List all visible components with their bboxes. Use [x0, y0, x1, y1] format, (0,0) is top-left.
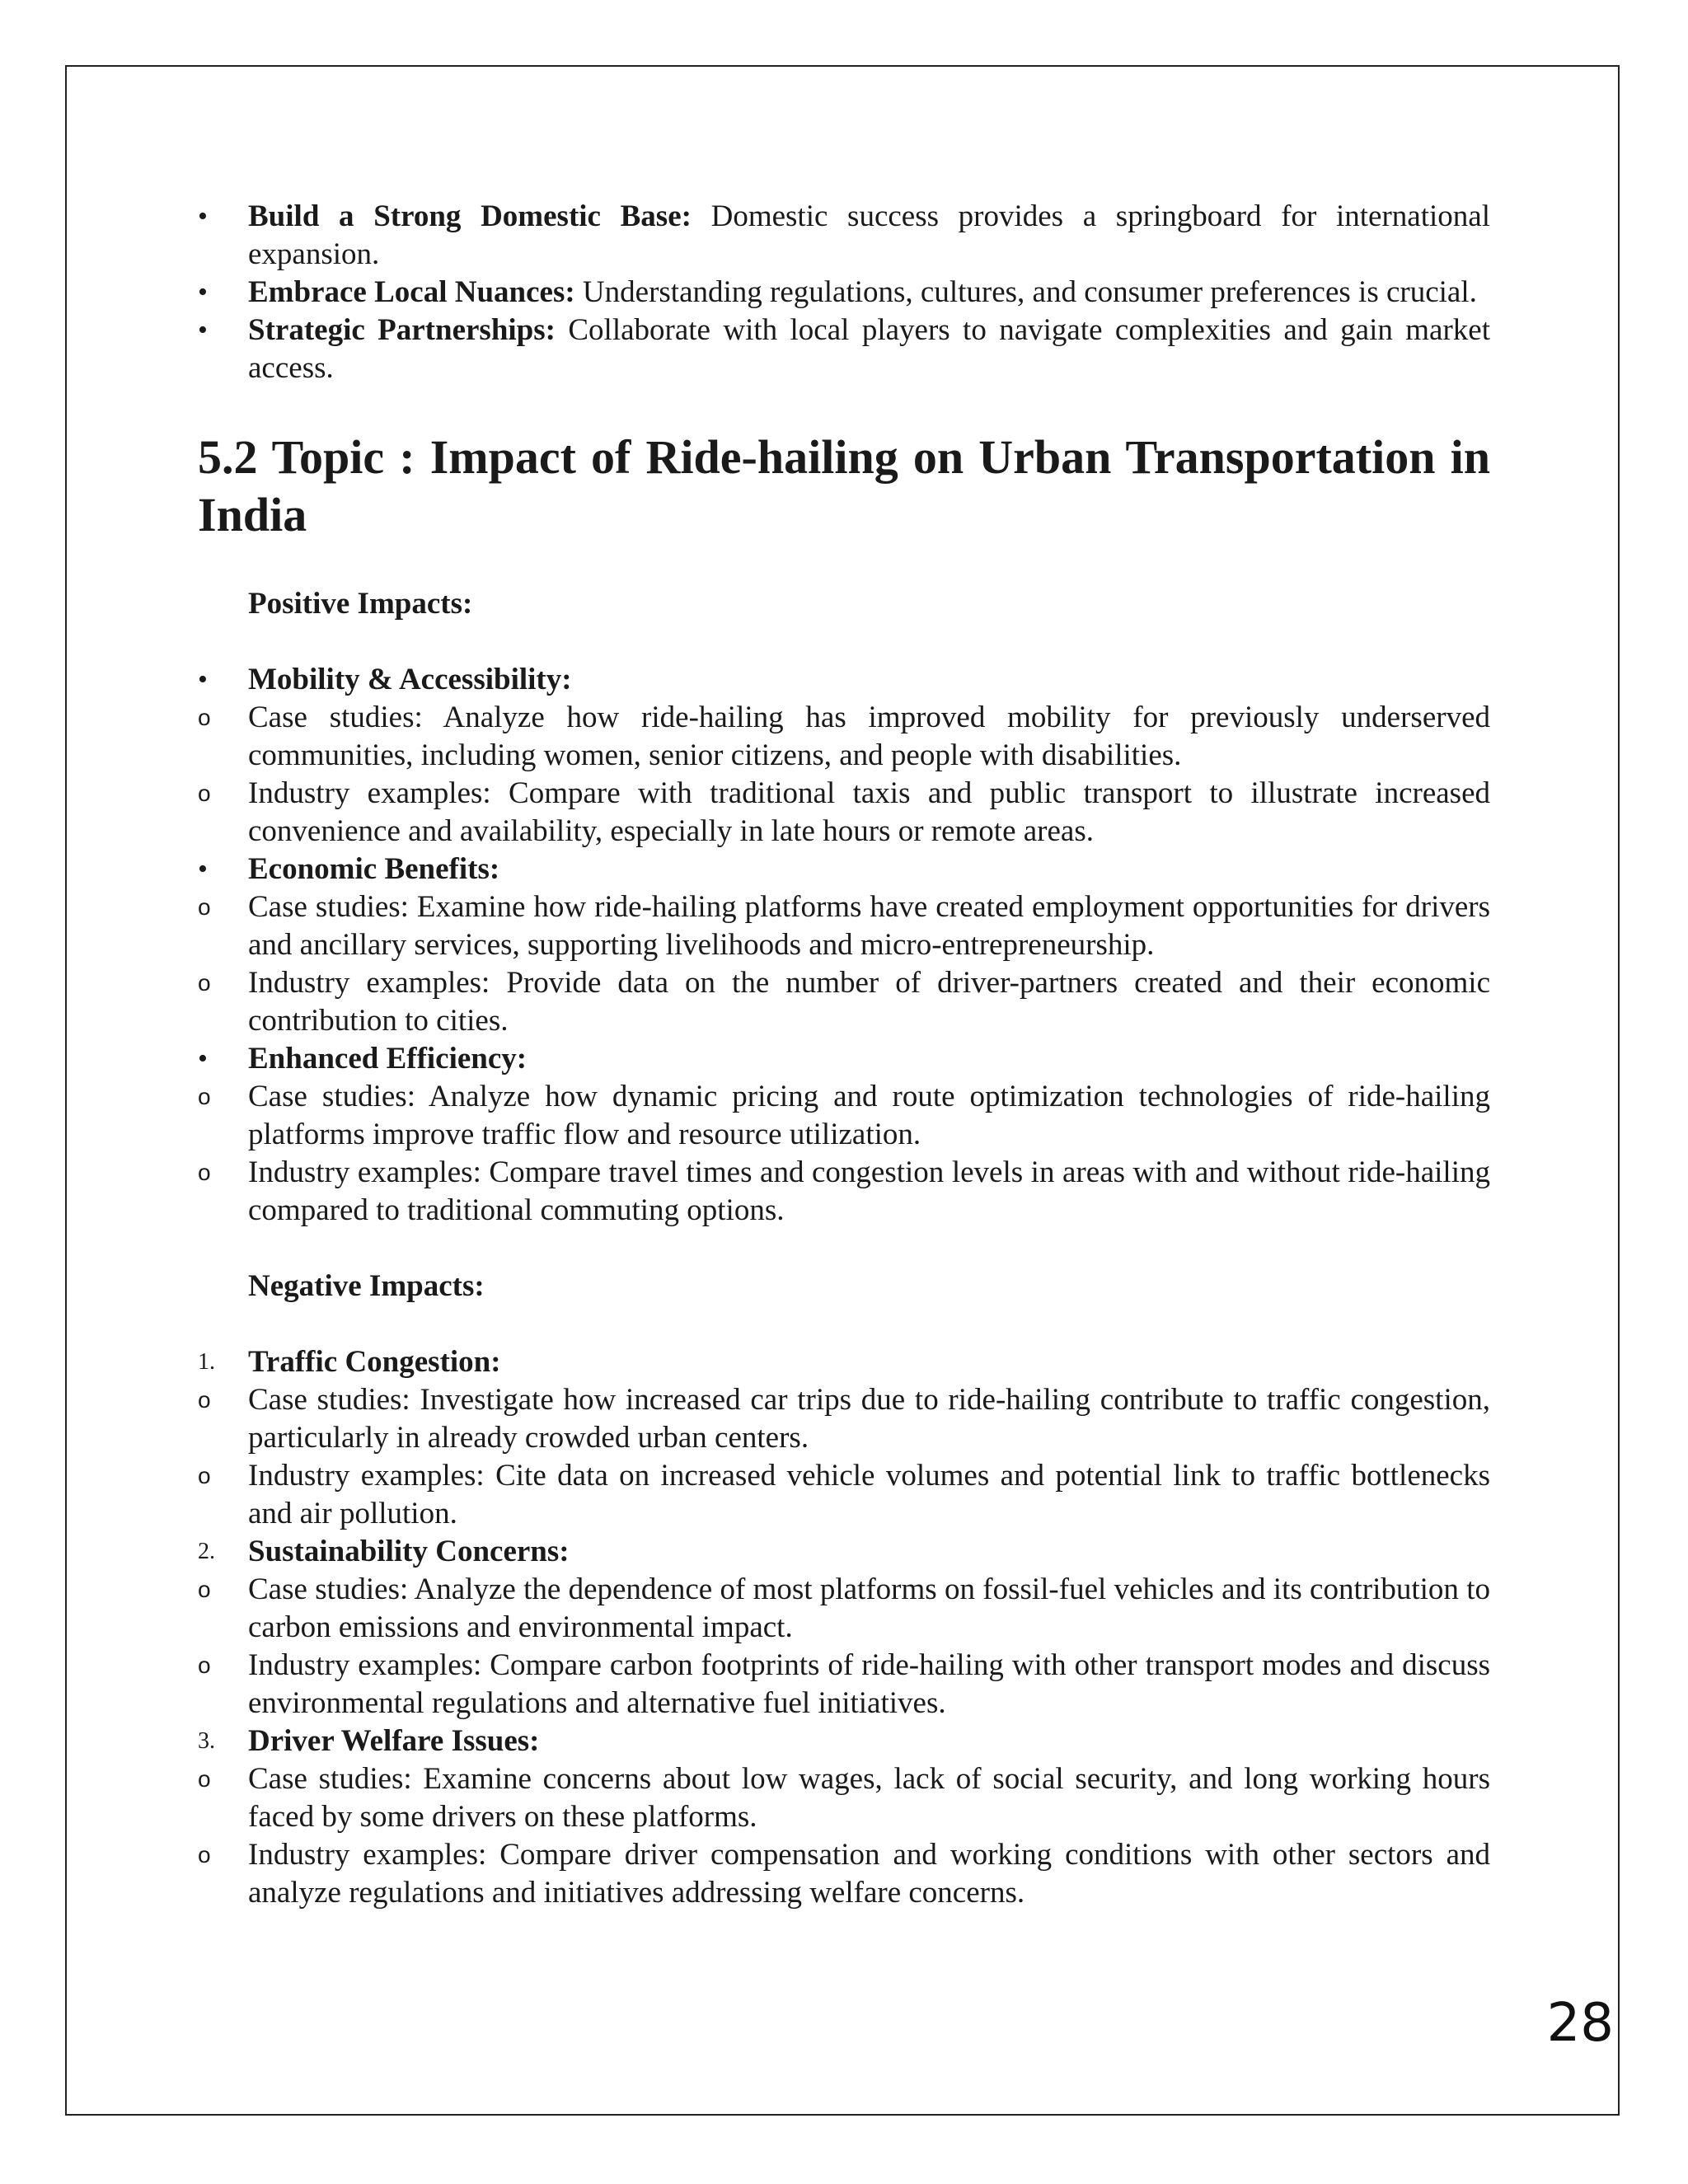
- section-heading: 5.2 Topic : Impact of Ride-hailing on Urban Transportation in India: [198, 430, 1490, 541]
- list-item-text: Industry examples: Provide data on the number of driver-partners created and their economic contribution to cities.: [248, 966, 1490, 1038]
- list-number: 1.: [198, 1349, 215, 1375]
- circle-bullet-icon: o: [198, 1577, 211, 1602]
- list-item: [198, 1760, 1490, 1836]
- list-item-text: Case studies: Examine concerns about low wages, lack of social security, and long working hours faced by some drivers on these platforms.: [248, 1762, 1490, 1834]
- intro-bullet-title: Embrace Local Nuances:: [248, 275, 575, 309]
- bullet-icon: •: [198, 854, 208, 884]
- list-item-text: Case studies: Analyze how dynamic pricing and route optimization technologies of ride-hailing platforms improve traffic flow and resource utilization.: [248, 1080, 1490, 1151]
- positive-group-title: [198, 1040, 1490, 1078]
- intro-bullet-text: Understanding regulations, cultures, and consumer preferences is crucial.: [582, 275, 1477, 309]
- group-title: Enhanced Efficiency:: [248, 1042, 528, 1076]
- circle-bullet-icon: o: [198, 705, 211, 730]
- list-item-text: Case studies: Investigate how increased car trips due to ride-hailing contribute to traffic congestion, particularly in already crowded urban centers.: [248, 1383, 1490, 1455]
- circle-bullet-icon: o: [198, 970, 211, 996]
- intro-bullet: [198, 274, 1490, 312]
- list-item-text: Case studies: Examine how ride-hailing platforms have created employment opportunities for drivers and ancillary services, supporting livelihoods and micro-entrepreneurship.: [248, 890, 1490, 962]
- list-item: [198, 888, 1490, 964]
- list-item: [198, 1836, 1490, 1912]
- list-item: [198, 699, 1490, 775]
- list-item: [198, 964, 1490, 1040]
- list-item: [198, 1647, 1490, 1722]
- bullet-icon: •: [198, 277, 208, 307]
- intro-bullet-title: Strategic Partnerships:: [248, 313, 556, 347]
- circle-bullet-icon: o: [198, 1842, 211, 1868]
- list-item: [198, 1457, 1490, 1533]
- positive-impacts-heading: Positive Impacts:: [248, 587, 473, 621]
- list-item-text: Industry examples: Cite data on increased vehicle volumes and potential link to traffic bottlenecks and air pollution.: [248, 1459, 1490, 1530]
- intro-bullet-title: Build a Strong Domestic Base:: [248, 199, 692, 233]
- circle-bullet-icon: o: [198, 1652, 211, 1678]
- circle-bullet-icon: o: [198, 780, 211, 806]
- list-number: 2.: [198, 1539, 215, 1564]
- bullet-icon: •: [198, 664, 208, 695]
- intro-bullet: [198, 198, 1490, 274]
- list-item-text: Case studies: Analyze the dependence of most platforms on fossil-fuel vehicles and its contribution to carbon emissions and environmental impact.: [248, 1572, 1490, 1644]
- list-item: [198, 1154, 1490, 1230]
- page-number: 28: [1546, 1993, 1614, 2054]
- negative-group-title: [198, 1722, 1490, 1760]
- list-item-text: Case studies: Analyze how ride-hailing has improved mobility for previously underserved communities, including women, senior citizens, and people with disabilities.: [248, 701, 1490, 772]
- list-item-text: Industry examples: Compare travel times and congestion levels in areas with and without ride-hailing compared to traditional commuting options.: [248, 1155, 1490, 1227]
- list-item-text: Industry examples: Compare driver compensation and working conditions with other sectors and analyze regulations and initiatives addressing welfare concerns.: [248, 1838, 1490, 1910]
- list-item: [198, 1571, 1490, 1647]
- group-title: Driver Welfare Issues:: [248, 1724, 540, 1758]
- list-number: 3.: [198, 1728, 215, 1754]
- list-item: [198, 1381, 1490, 1457]
- bullet-icon: •: [198, 201, 208, 232]
- intro-bullet-text: Collaborate with local players to navigate complexities and gain market access.: [248, 313, 1490, 385]
- group-title: Economic Benefits:: [248, 852, 500, 886]
- circle-bullet-icon: o: [198, 1463, 211, 1488]
- page-content: [198, 198, 1490, 1912]
- negative-group-title: [198, 1343, 1490, 1381]
- group-title: Mobility & Accessibility:: [248, 663, 572, 696]
- circle-bullet-icon: o: [198, 894, 211, 920]
- circle-bullet-icon: o: [198, 1160, 211, 1185]
- list-item: [198, 775, 1490, 851]
- intro-bullet-text: Domestic success provides a springboard for international expansion.: [248, 199, 1490, 271]
- circle-bullet-icon: o: [198, 1084, 211, 1109]
- list-item-text: Industry examples: Compare carbon footprints of ride-hailing with other transport modes and discuss environmental regulations and alternative fuel initiatives.: [248, 1648, 1490, 1720]
- group-title: Sustainability Concerns:: [248, 1535, 570, 1568]
- negative-impacts-heading: Negative Impacts:: [248, 1269, 485, 1303]
- positive-group-title: [198, 851, 1490, 888]
- intro-bullet: [198, 312, 1490, 387]
- list-item: [198, 1078, 1490, 1154]
- positive-group-title: [198, 661, 1490, 699]
- circle-bullet-icon: o: [198, 1766, 211, 1792]
- group-title: Traffic Congestion:: [248, 1345, 501, 1379]
- circle-bullet-icon: o: [198, 1387, 211, 1413]
- bullet-icon: •: [198, 315, 208, 345]
- bullet-icon: •: [198, 1043, 208, 1074]
- negative-group-title: [198, 1533, 1490, 1571]
- list-item-text: Industry examples: Compare with traditional taxis and public transport to illustrate increased convenience and availability, especially in late hours or remote areas.: [248, 776, 1490, 848]
